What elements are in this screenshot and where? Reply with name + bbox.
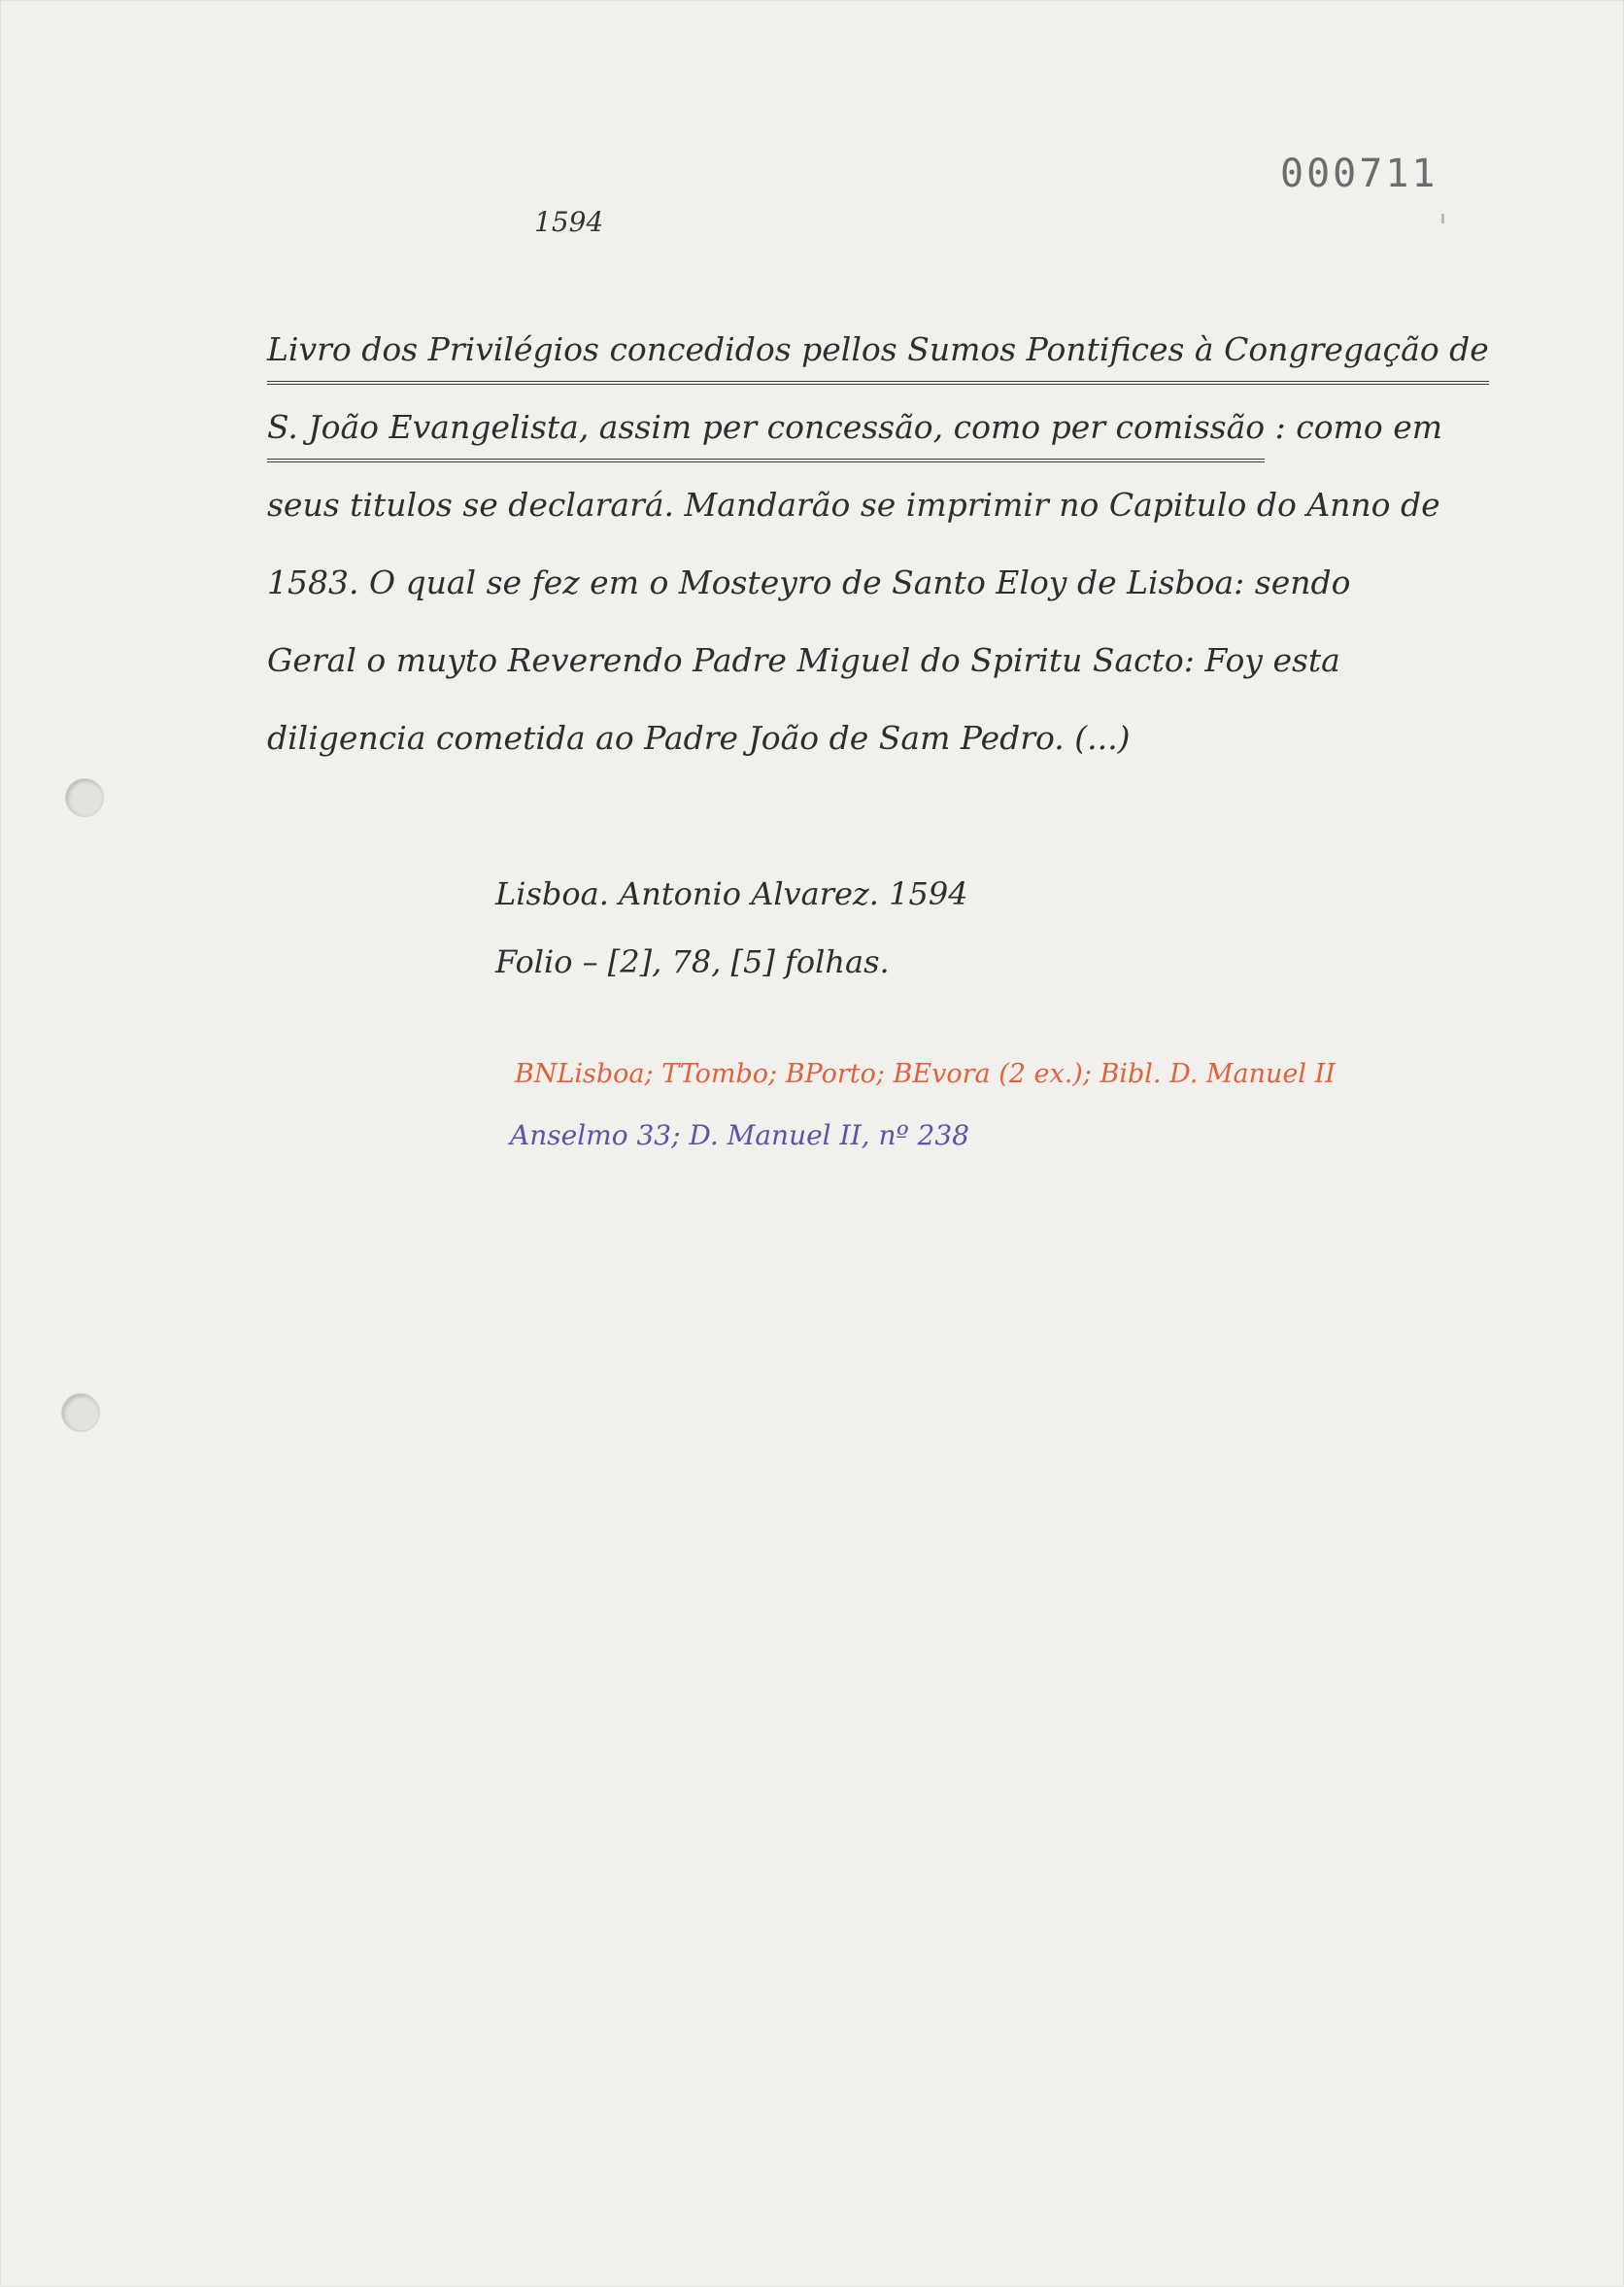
imprint-place-printer: Lisboa. Antonio Alvarez. 1594 bbox=[495, 875, 968, 912]
page-stamp-number: 000711 bbox=[1280, 152, 1438, 196]
body-line-3: Geral o muyto Reverendo Padre Miguel do Spiritu Sacto: Foy esta bbox=[267, 641, 1340, 679]
title-line-2 bbox=[267, 398, 1443, 476]
entry-description bbox=[267, 321, 1489, 787]
references-note: Anselmo 33; D. Manuel II, nº 238 bbox=[510, 1119, 969, 1151]
title-underlined-2: S. João Evangelista, assim per concessão, como per comissão bbox=[267, 398, 1265, 462]
punch-hole-bottom bbox=[62, 1394, 99, 1431]
punch-hole-top bbox=[66, 779, 103, 816]
title-line-1 bbox=[267, 321, 1489, 398]
edge-mark bbox=[1441, 214, 1444, 223]
body-line-4: diligencia cometida ao Padre João de Sam Pedro. (...) bbox=[267, 719, 1131, 757]
imprint-format: Folio – [2], 78, [5] folhas. bbox=[495, 943, 890, 980]
imprint-block bbox=[495, 865, 968, 1001]
holdings-note: BNLisboa; TTombo; BPorto; BEvora (2 ex.); Bibl. D. Manuel II bbox=[515, 1059, 1336, 1089]
entry-year: 1594 bbox=[534, 206, 604, 238]
title-line-2-tail: : como em bbox=[1274, 408, 1443, 446]
body-line-2: 1583. O qual se fez em o Mosteyro de Santo Eloy de Lisboa: sendo bbox=[267, 563, 1351, 601]
title-underlined-1: Livro dos Privilégios concedidos pellos Sumos Pontifices à Congregação de bbox=[267, 321, 1489, 385]
body-line-1: seus titulos se declarará. Mandarão se imprimir no Capitulo do Anno de bbox=[267, 486, 1440, 524]
